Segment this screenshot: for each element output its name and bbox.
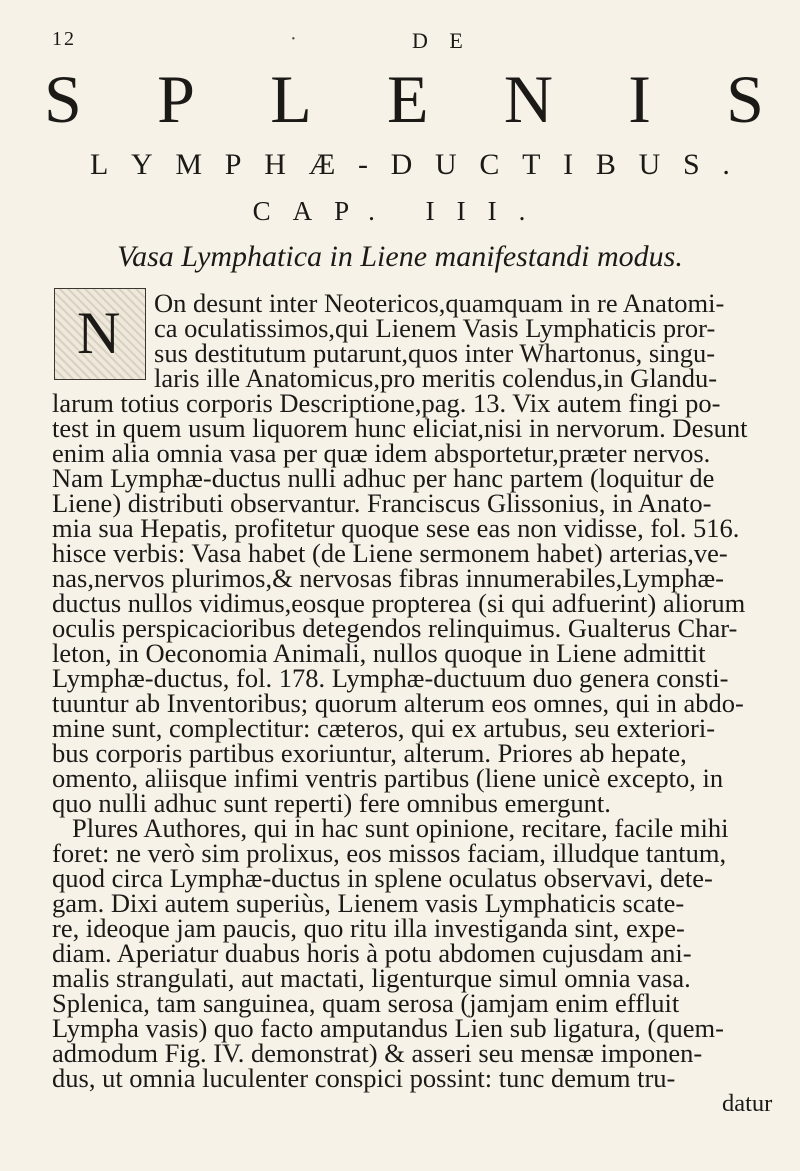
text-line: re, ideoque jam paucis, quo ritu illa investiganda sint, expe- <box>52 913 685 943</box>
catchword: datur <box>722 1090 773 1117</box>
title-letter: L <box>270 61 312 137</box>
text-line: Liene) distributi observantur. Franciscus Glissonius, in Anato- <box>52 488 712 518</box>
subtitle-letter: I <box>563 148 574 181</box>
subtitle-letter: M <box>175 148 203 181</box>
title-letter: S <box>726 61 764 137</box>
subtitle-letter: P <box>224 148 242 181</box>
text-line: enim alia omnia vasa per quæ idem absportetur,præter nervos. <box>52 438 711 468</box>
page-number: 12 <box>52 28 76 50</box>
text-line: nas,nervos plurimos,& nervosas fibras innumerabiles,Lymphæ- <box>52 563 724 593</box>
text-line: On desunt inter Neotericos,quamquam in re Anatomi- <box>154 288 725 318</box>
decorated-initial <box>54 288 146 380</box>
header-ornament: · <box>290 28 299 50</box>
text-line: malis strangulati, aut mactati, ligenturque simul omnia vasa. <box>52 963 691 993</box>
text-line: test in quem usum liquorem hunc eliciat,nisi in nervorum. Desunt <box>52 413 748 443</box>
subtitle-letter: L <box>90 148 109 181</box>
running-title: D E <box>412 28 471 53</box>
text-line: quod circa Lymphæ-ductus in splene oculatus observavi, dete- <box>52 863 713 893</box>
subtitle-letter: D <box>390 148 413 181</box>
subtitle-letter: T <box>522 148 541 181</box>
title-letter: P <box>157 61 195 137</box>
subtitle-letter: - <box>357 148 368 181</box>
text-line: Splenica, tam sanguinea, quam serosa (jamjam enim effluit <box>52 988 680 1018</box>
title-letter: S <box>44 61 82 137</box>
subtitle-letter: S <box>682 148 700 181</box>
text-line: diam. Aperiatur duabus horis à potu abdomen cujusdam ani- <box>52 938 692 968</box>
text-line: foret: ne verò sim prolixus, eos missos faciam, illudque tantum, <box>52 838 727 868</box>
chapter-heading: CAP. III. <box>252 196 548 226</box>
text-line: bus corporis partibus exoriuntur, alterum. Priores ab hepate, <box>52 738 687 768</box>
subtitle-letter: C <box>479 148 500 181</box>
subtitle-letter: . <box>722 148 730 181</box>
text-line: oculis perspicacioribus detegendos relinquimus. Gualterus Char- <box>52 613 738 643</box>
main-title <box>44 60 764 139</box>
text-line: mia sua Hepatis, profitetur quoque sese eas non vidisse, fol. 516. <box>52 513 740 543</box>
text-line: mine sunt, complectitur: cæteros, qui ex artubus, seu exteriori- <box>52 713 716 743</box>
subtitle <box>90 148 730 182</box>
text-line: Lymphæ-ductus, fol. 178. Lymphæ-ductuum duo genera consti- <box>52 663 729 693</box>
title-letter: N <box>503 61 553 137</box>
text-line: Nam Lymphæ-ductus nulli adhuc per hanc partem (loquitur de <box>52 463 715 493</box>
text-line: quo nulli adhuc sunt reperti) fere omnibus emergunt. <box>52 788 611 818</box>
text-line: tuuntur ab Inventoribus; quorum alterum eos omnes, qui in abdo- <box>52 688 744 718</box>
text-line: omento, aliisque infimi ventris partibus (liene unicè excepto, in <box>52 763 724 793</box>
initial-letter: N <box>77 300 121 366</box>
subtitle-letter: Æ <box>308 148 336 181</box>
text-line: hisce verbis: Vasa habet (de Liene sermonem habet) arterias,ve- <box>52 538 728 568</box>
text-line: Lympha vasis) quo facto amputandus Lien sub ligatura, (quem- <box>52 1013 724 1043</box>
subtitle-letter: U <box>435 148 457 181</box>
text-line: laris ille Anatomicus,pro meritis colendus,in Glandu- <box>154 363 718 393</box>
text-line: Plures Authores, qui in hac sunt opinione, recitare, facile mihi <box>72 813 729 843</box>
text-line: dus, ut omnia luculenter conspici possint: tunc demum tru- <box>52 1063 676 1093</box>
text-line: leton, in Oeconomia Animali, nullos quoque in Liene admittit <box>52 638 706 668</box>
text-line: ca oculatissimos,qui Lienem Vasis Lymphaticis pror- <box>154 313 716 343</box>
text-line: sus destitutum putarunt,quos inter Whartonus, singu- <box>154 338 716 368</box>
subtitle-letter: Y <box>131 148 153 181</box>
subtitle-letter: B <box>595 148 616 181</box>
subtitle-letter: U <box>638 148 661 181</box>
text-line: ductus nullos vidimus,eosque propterea (si qui adfuerint) aliorum <box>52 588 746 618</box>
subtitle-letter: H <box>264 148 286 181</box>
text-line: gam. Dixi autem superiùs, Lienem vasis Lymphaticis scate- <box>52 888 685 918</box>
section-title: Vasa Lymphatica in Liene manifestandi modus. <box>117 240 683 273</box>
title-letter: E <box>387 61 429 137</box>
title-letter: I <box>628 61 651 137</box>
text-line: admodum Fig. IV. demonstrat) & asseri seu mensæ imponen- <box>52 1038 703 1068</box>
text-line: larum totius corporis Descriptione,pag. 13. Vix autem fingi po- <box>52 388 721 418</box>
